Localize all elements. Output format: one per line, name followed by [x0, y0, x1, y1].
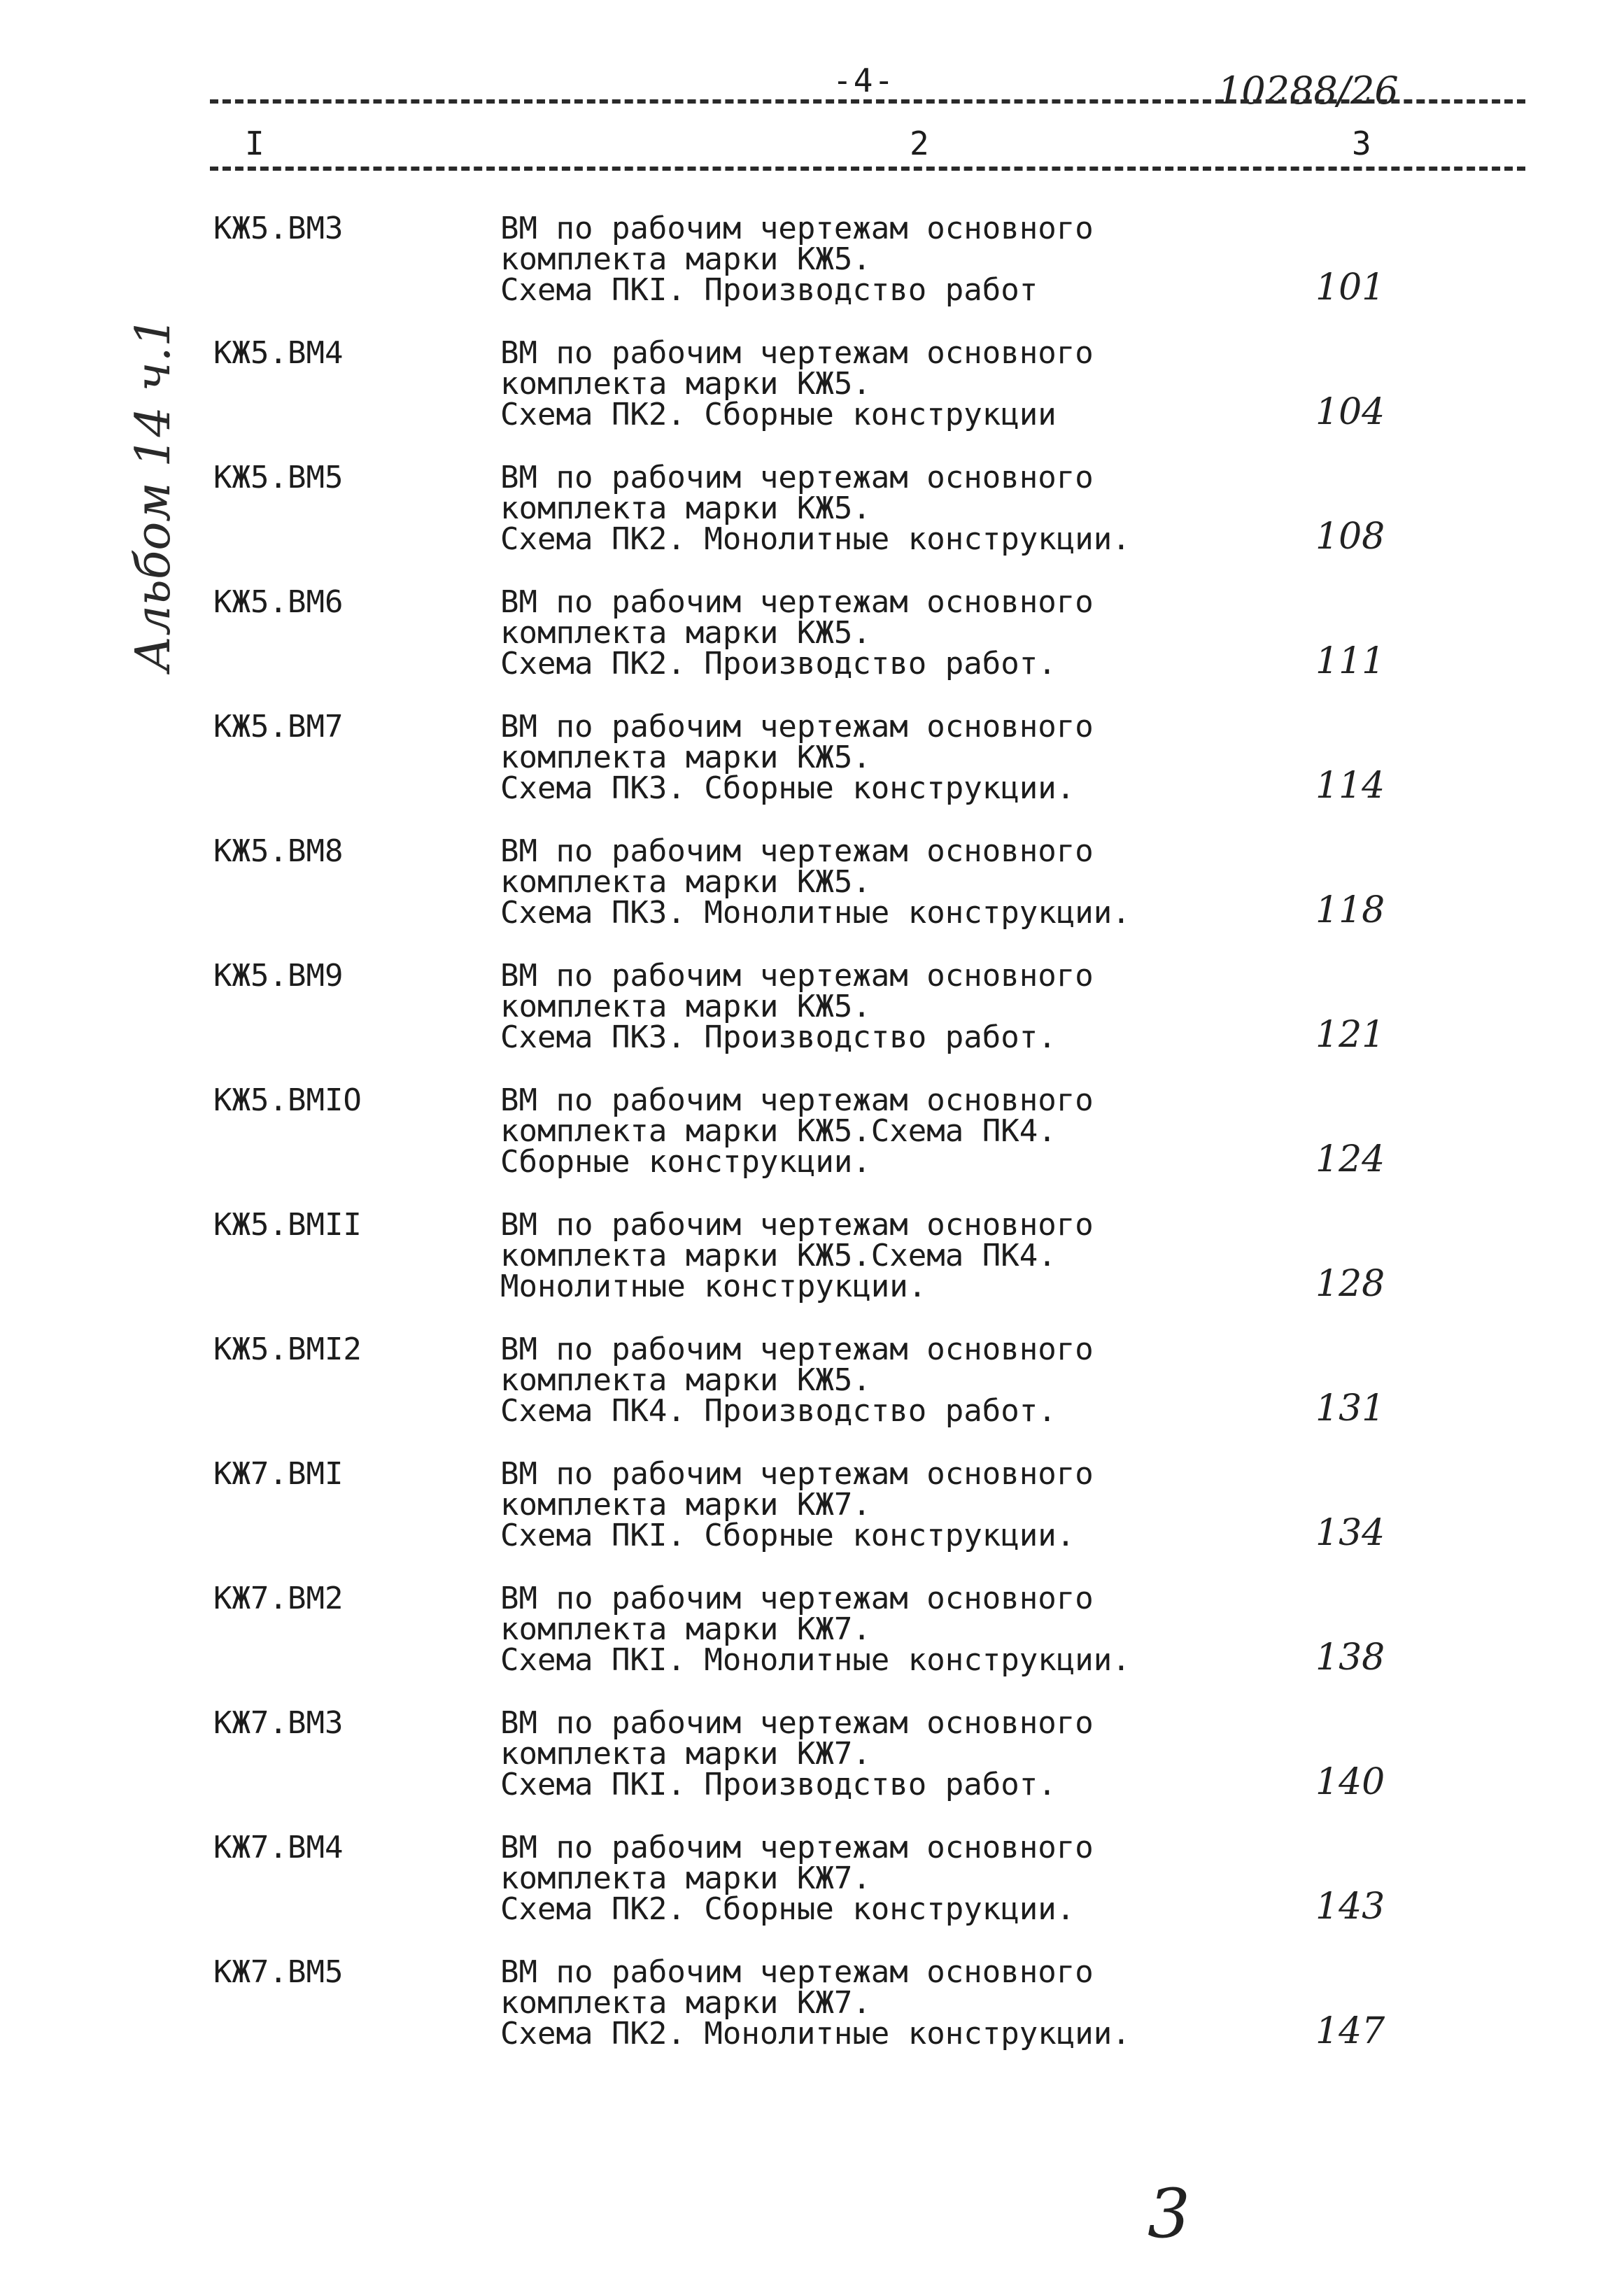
entry-page-number: 114 [1315, 765, 1385, 807]
description-line: Сборные конструкции. [500, 1144, 871, 1180]
list-item [0, 1825, 1624, 1950]
entry-code: КЖ7.ВМI [213, 1456, 344, 1492]
list-item [0, 954, 1624, 1078]
list-item [0, 1452, 1624, 1576]
column-header-1: I [245, 125, 264, 162]
description-line: комплекта марки КЖ5. [500, 1362, 871, 1398]
entry-description [500, 833, 1131, 931]
description-line: Схема ПК3. Монолитные конструкции. [500, 895, 1131, 931]
page-number: -4- [833, 62, 896, 99]
entry-page-number: 104 [1315, 391, 1385, 433]
description-line: Схема ПК3. Сборные конструкции. [500, 770, 1075, 806]
entry-code: КЖ7.ВМ5 [213, 1954, 344, 1990]
entry-description [500, 1705, 1094, 1802]
entry-page-number: 101 [1315, 267, 1385, 309]
description-line: Схема ПК2. Сборные конструкции [500, 397, 1057, 432]
entry-code: КЖ5.ВМ3 [213, 211, 344, 246]
entry-page-number: 111 [1315, 640, 1385, 682]
document-number: 10288/26 [1217, 69, 1399, 113]
top-dashed-rule [210, 99, 1525, 104]
entry-page-number: 124 [1315, 1138, 1385, 1180]
list-item [0, 456, 1624, 580]
description-line: ВМ по рабочим чертежам основного [500, 335, 1094, 371]
entries-list [0, 206, 1624, 2075]
column-header-2: 2 [910, 125, 929, 162]
list-item [0, 1576, 1624, 1701]
description-line: комплекта марки КЖ5. [500, 241, 871, 277]
entry-description [500, 958, 1094, 1055]
description-line: комплекта марки КЖ5. [500, 366, 871, 402]
entry-page-number: 118 [1315, 889, 1385, 931]
entry-description [500, 462, 1131, 555]
description-line: ВМ по рабочим чертежам основного [500, 211, 1094, 246]
description-line: комплекта марки КЖ7. [500, 1736, 871, 1772]
description-line: ВМ по рабочим чертежам основного [500, 1830, 1094, 1865]
entry-description [500, 213, 1094, 306]
description-line: Схема ПК4. Производство работ. [500, 1393, 1057, 1429]
entry-code: КЖ5.ВМIО [213, 1082, 362, 1118]
entry-description [500, 335, 1094, 432]
description-line: ВМ по рабочим чертежам основного [500, 1581, 1094, 1616]
column-header-3: 3 [1352, 125, 1371, 162]
entry-code: КЖ5.ВМ4 [213, 335, 344, 371]
description-line: комплекта марки КЖ5. [500, 864, 871, 900]
description-line: ВМ по рабочим чертежам основного [500, 1705, 1094, 1741]
entry-page-number: 140 [1315, 1761, 1385, 1803]
list-item [0, 1078, 1624, 1203]
description-line: Схема ПК3. Производство работ. [500, 1019, 1057, 1055]
description-line: Схема ПК2. Производство работ. [500, 646, 1057, 682]
description-line: комплекта марки КЖ5. [500, 615, 871, 651]
description-line: комплекта марки КЖ7. [500, 1487, 871, 1523]
description-line: комплекта марки КЖ5.Схема ПК4. [500, 1113, 1057, 1149]
description-line: комплекта марки КЖ5.Схема ПК4. [500, 1238, 1057, 1273]
list-item [0, 1701, 1624, 1825]
list-item [0, 1203, 1624, 1327]
entry-code: КЖ5.ВМ7 [213, 709, 344, 744]
description-line: ВМ по рабочим чертежам основного [500, 1954, 1094, 1990]
entry-description [500, 709, 1094, 806]
description-line: Схема ПКI. Сборные конструкции. [500, 1518, 1075, 1553]
description-line: ВМ по рабочим чертежам основного [500, 1332, 1094, 1367]
entry-code: КЖ5.ВМ5 [213, 460, 344, 495]
description-line: Схема ПКI. Монолитные конструкции. [500, 1642, 1131, 1678]
entry-code: КЖ5.ВМ9 [213, 958, 344, 994]
description-line: ВМ по рабочим чертежам основного [500, 584, 1094, 620]
description-line: Схема ПКI. Производство работ. [500, 1767, 1057, 1802]
description-line: Схема ПКI. Производство работ [500, 272, 1038, 308]
list-item [0, 580, 1624, 705]
entry-description [500, 1334, 1094, 1427]
description-line: ВМ по рабочим чертежам основного [500, 709, 1094, 744]
description-line: ВМ по рабочим чертежам основного [500, 1456, 1094, 1492]
entry-page-number: 138 [1315, 1637, 1385, 1679]
list-item [0, 206, 1624, 331]
description-line: комплекта марки КЖ7. [500, 1985, 871, 2021]
description-line: ВМ по рабочим чертежам основного [500, 460, 1094, 495]
description-line: комплекта марки КЖ5. [500, 989, 871, 1024]
description-line: ВМ по рабочим чертежам основного [500, 1207, 1094, 1243]
entry-page-number: 134 [1315, 1512, 1385, 1554]
header-dashed-rule [210, 167, 1525, 171]
entry-code: КЖ7.ВМ3 [213, 1705, 344, 1741]
entry-code: КЖ5.ВМ8 [213, 833, 344, 869]
entry-page-number: 143 [1315, 1886, 1385, 1928]
description-line: Схема ПК2. Монолитные конструкции. [500, 2016, 1131, 2052]
description-line: Схема ПК2. Монолитные конструкции. [500, 521, 1131, 557]
entry-description [500, 1832, 1094, 1925]
entry-page-number: 131 [1315, 1387, 1385, 1429]
entry-page-number: 147 [1315, 2010, 1385, 2052]
description-line: комплекта марки КЖ7. [500, 1860, 871, 1896]
entry-code: КЖ5.ВМ6 [213, 584, 344, 620]
entry-code: КЖ5.ВМI2 [213, 1332, 362, 1367]
description-line: ВМ по рабочим чертежам основного [500, 958, 1094, 994]
entry-page-number: 121 [1315, 1014, 1385, 1056]
description-line: ВМ по рабочим чертежам основного [500, 833, 1094, 869]
entry-description [500, 1954, 1131, 2052]
entry-code: КЖ7.ВМ2 [213, 1581, 344, 1616]
list-item [0, 829, 1624, 954]
entry-description [500, 1456, 1094, 1553]
description-line: комплекта марки КЖ5. [500, 740, 871, 775]
list-item [0, 1950, 1624, 2075]
list-item [0, 705, 1624, 829]
handwritten-sheet-number: 3 [1148, 2175, 1191, 2253]
entry-code: КЖ5.ВМII [213, 1207, 362, 1243]
description-line: комплекта марки КЖ7. [500, 1611, 871, 1647]
list-item [0, 331, 1624, 456]
list-item [0, 1327, 1624, 1452]
album-side-note: Альбом 14 ч.1 [126, 316, 181, 672]
description-line: Схема ПК2. Сборные конструкции. [500, 1891, 1075, 1927]
entry-description [500, 1082, 1094, 1180]
entry-description [500, 1583, 1131, 1676]
description-line: комплекта марки КЖ5. [500, 490, 871, 526]
entry-page-number: 108 [1315, 516, 1385, 558]
entry-code: КЖ7.ВМ4 [213, 1830, 344, 1865]
entry-description [500, 1207, 1094, 1304]
description-line: Монолитные конструкции. [500, 1269, 927, 1304]
entry-page-number: 128 [1315, 1263, 1385, 1305]
entry-description [500, 584, 1094, 682]
description-line: ВМ по рабочим чертежам основного [500, 1082, 1094, 1118]
